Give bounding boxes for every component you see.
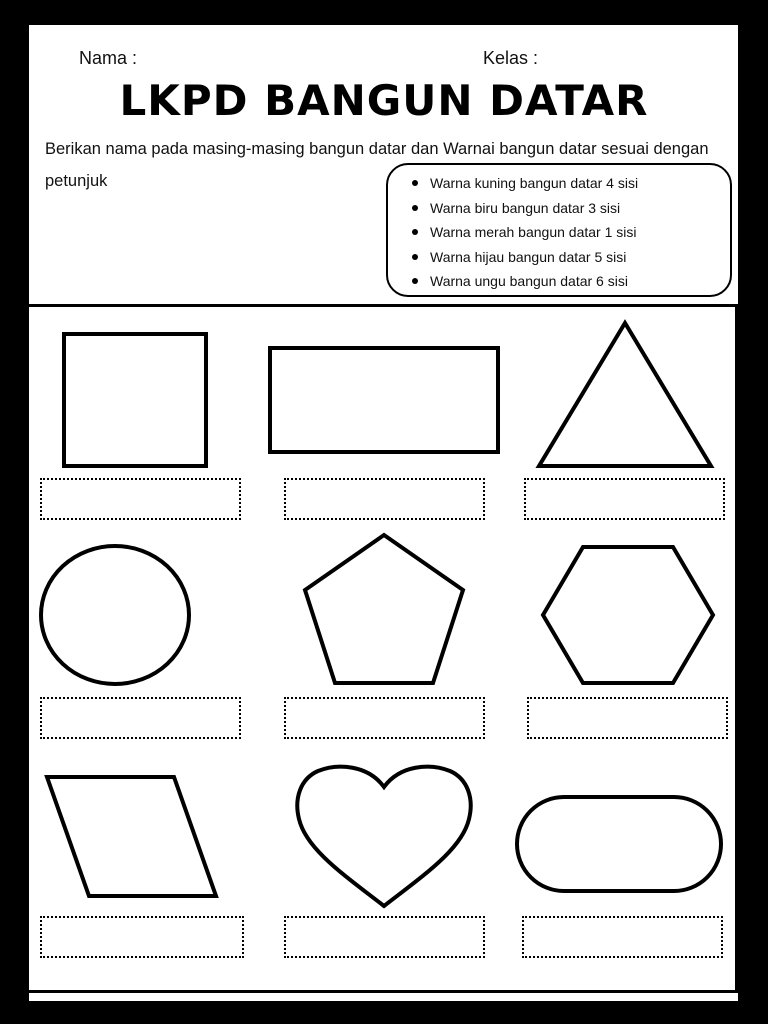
triangle-icon[interactable]: [536, 320, 714, 470]
legend-item: Warna merah bangun datar 1 sisi: [430, 220, 730, 245]
square-icon[interactable]: [62, 332, 208, 468]
bullet-icon: [412, 229, 418, 235]
answer-box-parallelogram[interactable]: [40, 916, 244, 958]
name-label: Nama :: [79, 48, 138, 68]
instruction-text: Berikan nama pada masing-masing bangun datar dan Warnai bangun datar sesuai dengan petunjuk: [45, 140, 709, 190]
circle-icon[interactable]: [39, 544, 191, 686]
parallelogram-icon[interactable]: [44, 774, 220, 900]
bullet-icon: [412, 254, 418, 260]
answer-box-pentagon[interactable]: [284, 697, 485, 739]
legend-item: Warna ungu bangun datar 6 sisi: [430, 269, 730, 294]
answer-box-heart[interactable]: [284, 916, 485, 958]
answer-box-rectangle[interactable]: [284, 478, 485, 520]
class-label: Kelas :: [483, 48, 539, 68]
answer-box-stadium[interactable]: [522, 916, 723, 958]
legend-item: Warna hijau bangun datar 5 sisi: [430, 245, 730, 270]
bullet-icon: [412, 278, 418, 284]
answer-box-circle[interactable]: [40, 697, 241, 739]
answer-box-triangle[interactable]: [524, 478, 725, 520]
rectangle-icon[interactable]: [268, 346, 500, 454]
pentagon-icon[interactable]: [302, 532, 466, 686]
legend-item: Warna biru bangun datar 3 sisi: [430, 196, 730, 221]
bullet-icon: [412, 205, 418, 211]
answer-box-square[interactable]: [40, 478, 241, 520]
hexagon-icon[interactable]: [540, 544, 716, 686]
bottom-strip: [29, 993, 738, 1001]
color-legend: [386, 163, 732, 297]
answer-box-hexagon[interactable]: [527, 697, 728, 739]
page-title: LKPD BANGUN DATAR: [119, 76, 649, 125]
stadium-icon[interactable]: [515, 795, 723, 893]
heart-icon[interactable]: [294, 763, 474, 909]
legend-item: Warna kuning bangun datar 4 sisi: [430, 171, 730, 196]
bullet-icon: [412, 180, 418, 186]
